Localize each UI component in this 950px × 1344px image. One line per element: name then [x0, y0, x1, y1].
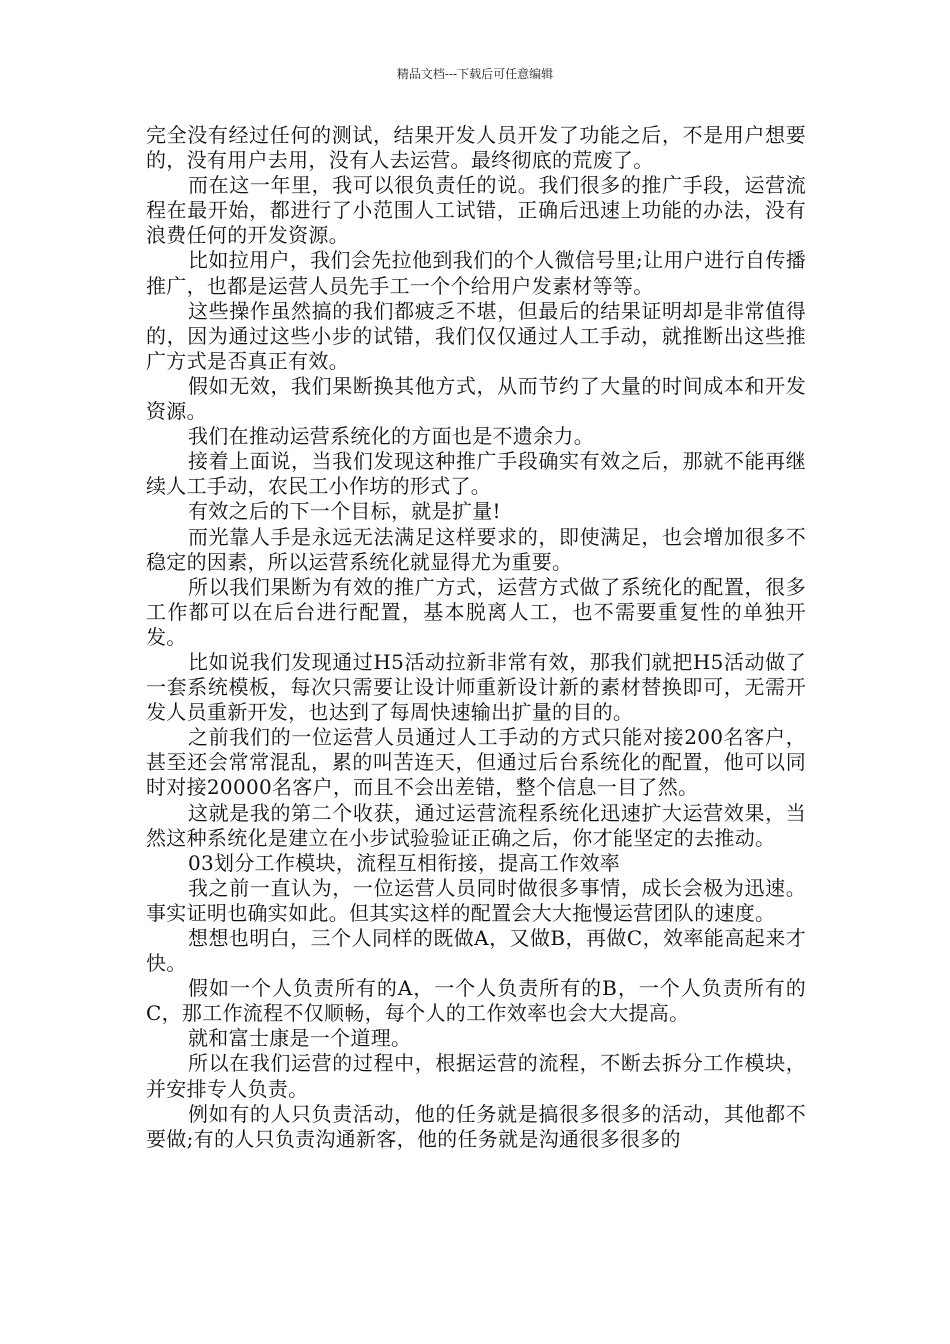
- paragraph: 完全没有经过任何的测试，结果开发人员开发了功能之后，不是用户想要的，没有用户去用，没有人去运营。最终彻底的荒废了。: [146, 123, 806, 173]
- document-body: [146, 123, 806, 1152]
- paragraph: 我们在推动运营系统化的方面也是不遗余力。: [188, 424, 594, 449]
- paragraph: 比如说我们发现通过H5活动拉新非常有效，那我们就把H5活动做了一套系统模板，每次只需要让设计师重新设计新的素材替换即可，无需开发人员重新开发，也达到了每周快速输出扩量的目的。: [146, 649, 806, 725]
- paragraph: 假如无效，我们果断换其他方式，从而节约了大量的时间成本和开发资源。: [146, 373, 806, 424]
- paragraph: 所以我们果断为有效的推广方式，运营方式做了系统化的配置，很多工作都可以在后台进行配置，基本脱离人工，也不需要重复性的单独开发。: [146, 574, 806, 649]
- paragraph: 接着上面说，当我们发现这种推广手段确实有效之后，那就不能再继续人工手动，农民工小作坊的形式了。: [146, 449, 806, 499]
- paragraph: 这些操作虽然搞的我们都疲乏不堪，但最后的结果证明却是非常值得的，因为通过这些小步的试错，我们仅仅通过人工手动，就推断出这些推广方式是否真正有效。: [146, 298, 806, 373]
- paragraph: 有效之后的下一个目标，就是扩量!: [188, 499, 501, 524]
- paragraph: 比如拉用户，我们会先拉他到我们的个人微信号里;让用户进行自传播推广，也都是运营人员先手工一个个给用户发素材等等。: [146, 248, 806, 298]
- paragraph: 假如一个人负责所有的A，一个人负责所有的B，一个人负责所有的C，那工作流程不仅顺畅，每个人的工作效率也会大大提高。: [146, 976, 806, 1026]
- paragraph: 想想也明白，三个人同样的既做A，又做B，再做C，效率能高起来才快。: [146, 926, 806, 976]
- paragraph: 我之前一直认为，一位运营人员同时做很多事情，成长会极为迅速。事实证明也确实如此。但其实这样的配置会大大拖慢运营团队的速度。: [146, 875, 806, 925]
- paragraph: 之前我们的一位运营人员通过人工手动的方式只能对接200名客户，甚至还会常常混乱，累的叫苦连天，但通过后台系统化的配置，他可以同时对接20000名客户，而且不会出差错，整个信息一目了然。: [146, 725, 806, 800]
- paragraph: 就和富士康是一个道理。: [188, 1026, 412, 1051]
- section-heading: 03划分工作模块，流程互相衔接，提高工作效率: [188, 850, 621, 875]
- paragraph: 这就是我的第二个收获，通过运营流程系统化迅速扩大运营效果，当然这种系统化是建立在小步试验验证正确之后，你才能坚定的去推动。: [146, 800, 806, 850]
- paragraph: 所以在我们运营的过程中，根据运营的流程，不断去拆分工作模块，并安排专人负责。: [146, 1051, 806, 1101]
- paragraph: 例如有的人只负责活动，他的任务就是搞很多很多的活动，其他都不要做;有的人只负责沟通新客，他的任务就是沟通很多很多的: [146, 1101, 806, 1151]
- paragraph: 而在这一年里，我可以很负责任的说。我们很多的推广手段，运营流程在最开始，都进行了小范围人工试错，正确后迅速上功能的办法，没有浪费任何的开发资源。: [146, 173, 806, 248]
- page-header: 精品文档---下载后可任意编辑: [396, 67, 554, 81]
- paragraph: 而光靠人手是永远无法满足这样要求的，即使满足，也会增加很多不稳定的因素，所以运营系统化就显得尤为重要。: [146, 524, 806, 574]
